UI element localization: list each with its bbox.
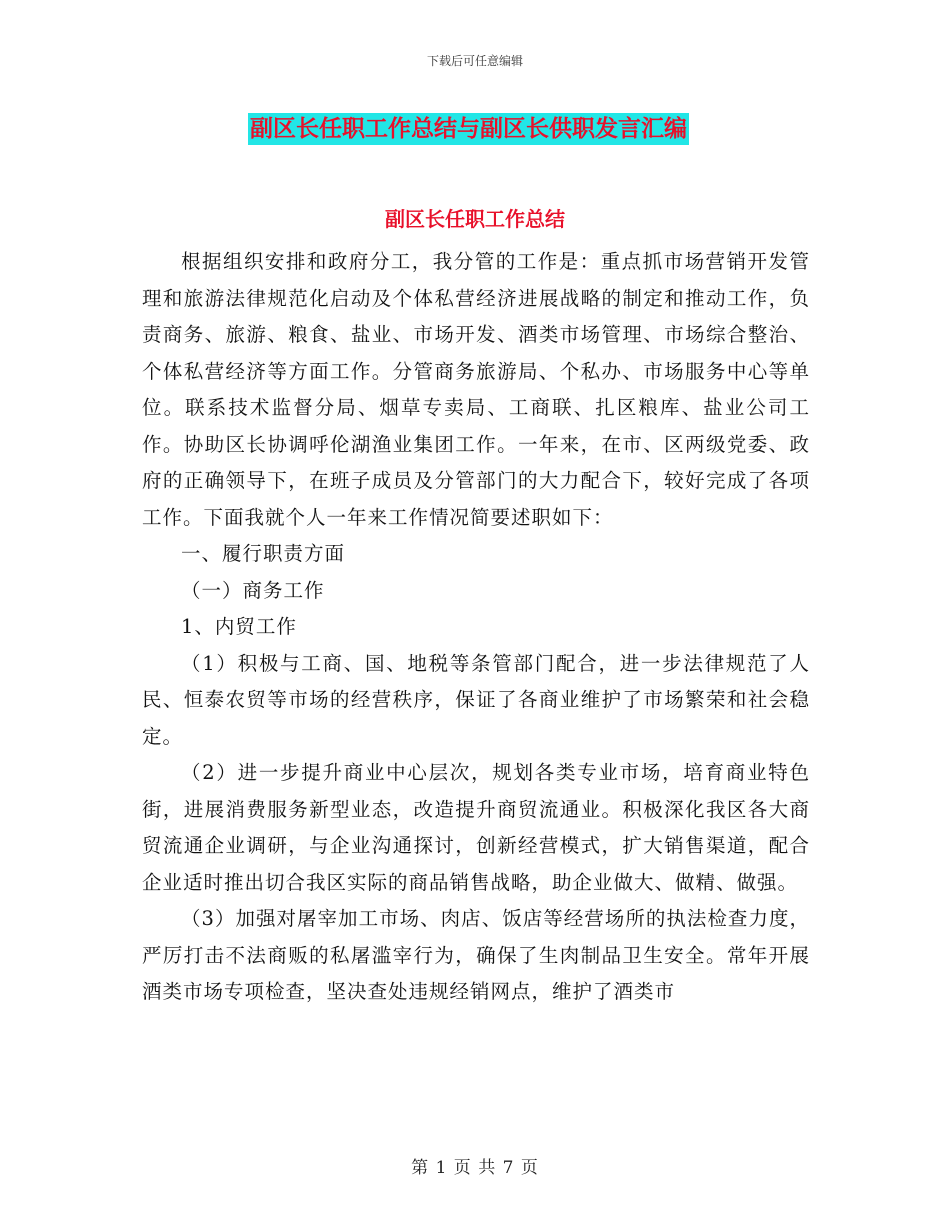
document-body xyxy=(142,244,810,1011)
paragraph-item-2: （2）进一步提升商业中心层次，规划各类专业市场，培育商业特色街，进展消费服务新型业态，改造提升商贸流通业。积极深化我区各大商贸流通企业调研，与企业沟通探讨，创新经营模式，扩大销售渠道，配合企业适时推出切合我区实际的商品销售战略，助企业做大、做精、做强。 xyxy=(142,761,810,894)
page-number-footer: 第 1 页 共 7 页 xyxy=(411,1158,539,1178)
heading-commerce: （一）商务工作 xyxy=(181,578,325,602)
document-title: 副区长任职工作总结与副区长供职发言汇编 xyxy=(248,113,689,145)
heading-domestic-trade: 1、内贸工作 xyxy=(181,615,297,638)
section-title: 副区长任职工作总结 xyxy=(385,207,565,231)
paragraph-item-1: （1）积极与工商、国、地税等条管部门配合，进一步法律规范了人民、恒泰农贸等市场的经营秩序，保证了各商业维护了市场繁荣和社会稳定。 xyxy=(142,651,810,748)
page-header-note: 下载后可任意编辑 xyxy=(426,54,523,68)
heading-duties: 一、履行职责方面 xyxy=(181,542,346,565)
paragraph-item-3: （3）加强对屠宰加工市场、肉店、饭店等经营场所的执法检查力度，严厉打击不法商贩的私屠滥宰行为，确保了生肉制品卫生安全。常年开展酒类市场专项检查，坚决查处违规经销网点，维护了酒类市 xyxy=(142,907,810,1003)
paragraph-intro: 根据组织安排和政府分工，我分管的工作是：重点抓市场营销开发管理和旅游法律规范化启动及个体私营经济进展战略的制定和推动工作，负责商务、旅游、粮食、盐业、市场开发、酒类市场管理、市场综合整治、个体私营经济等方面工作。分管商务旅游局、个私办、市场服务中心等单位。联系技术监督分局、烟草专卖局、工商联、扎区粮库、盐业公司工作。协助区长协调呼伦湖渔业集团工作。一年来，在市、区两级党委、政府的正确领导下，在班子成员及分管部门的大力配合下，较好完成了各项工作。下面我就个人一年来工作情况简要述职如下： xyxy=(142,250,810,529)
